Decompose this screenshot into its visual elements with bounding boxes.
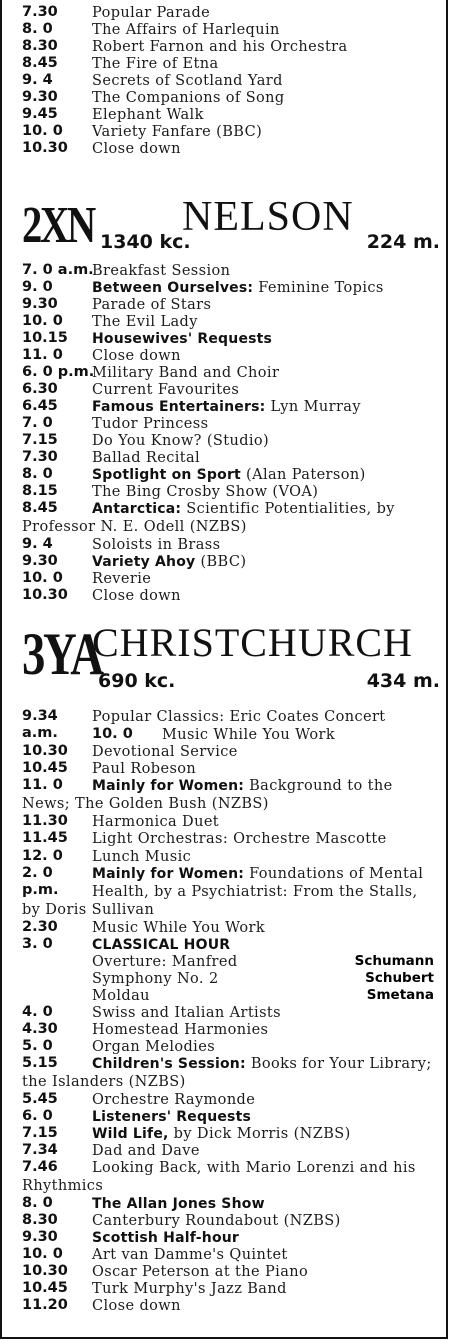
schedule-item (22, 106, 440, 123)
programme-title (92, 587, 181, 604)
programme-time: 7.30 (22, 449, 58, 465)
programme-title (92, 381, 239, 398)
programme-time: 10.45 (22, 760, 68, 776)
programme-text: Ballad Recital (92, 450, 201, 466)
schedule-item (22, 415, 440, 432)
programme-time: 8.45 (22, 500, 58, 516)
schedule-item (22, 1125, 440, 1142)
programme-title (92, 1091, 255, 1108)
schedule-item (22, 1142, 440, 1159)
schedule-item (22, 21, 440, 38)
schedule-item (22, 72, 440, 89)
station-wavelength-3ya: 434 m. (366, 670, 440, 692)
programme-title (92, 1125, 351, 1142)
station-header-3ya (22, 618, 440, 706)
programme-text: Reverie (92, 571, 152, 587)
schedule-item (22, 760, 440, 777)
programme-title (92, 1246, 288, 1263)
programme-text: Foundations of Mental Health, by a Psychiatrist: From the Stalls, by Doris Sullivan (22, 866, 424, 918)
programme-text: Elephant Walk (92, 107, 204, 123)
programme-text: Books for Your Library; the Islanders (NZBS) (22, 1056, 432, 1090)
programme-time: 12. 0 (22, 848, 63, 864)
programme-text: Popular Parade (92, 5, 211, 21)
programme-text: Turk Murphy's Jazz Band (92, 1281, 287, 1297)
programme-title (92, 296, 211, 313)
programme-time: 10.30 (22, 587, 68, 603)
programme-time: 8.45 (22, 55, 58, 71)
programme-bold-text: CLASSICAL HOUR (92, 937, 231, 953)
prev-station-schedule (22, 4, 440, 157)
schedule-item (22, 279, 440, 296)
schedule-item (22, 4, 440, 21)
programme-time: 7.15 (22, 1125, 58, 1141)
programme-bold-text: Children's Session: (92, 1056, 251, 1072)
programme-title (92, 364, 279, 381)
programme-bold-text: Scottish Half-hour (92, 1230, 240, 1246)
schedule-item (22, 398, 440, 415)
programme-text: Scientific Potentialities, by Professor N. E. Odell (NZBS) (22, 501, 395, 535)
programme-time: 2.30 (22, 919, 58, 935)
programme-text: The Evil Lady (92, 314, 198, 330)
programme-text: Dad and Dave (92, 1143, 200, 1159)
programme-bold-text: Housewives' Requests (92, 331, 273, 347)
programme-time: 10.30 (22, 140, 68, 156)
programme-time: 5.15 (22, 1055, 58, 1071)
programme-title (92, 449, 200, 466)
programme-title (92, 398, 361, 415)
schedule-item (22, 449, 440, 466)
schedule-item (22, 970, 440, 987)
programme-title (92, 262, 230, 279)
programme-title (92, 4, 210, 21)
programme-title (92, 848, 191, 865)
schedule-item (22, 140, 440, 157)
programme-text: Secrets of Scotland Yard (92, 73, 283, 89)
programme-text: Swiss and Italian Artists (92, 1005, 281, 1021)
schedule-item (22, 330, 440, 347)
programme-time: 8. 0 (22, 21, 53, 37)
programme-title (92, 466, 366, 483)
station-schedule-3ya (22, 708, 440, 1314)
schedule-item (22, 381, 440, 398)
programme-text: Background to the News; The Golden Bush (NZBS) (22, 778, 393, 812)
schedule-item (22, 500, 440, 536)
programme-title (92, 760, 196, 777)
programme-title (92, 1280, 287, 1297)
programme-text: Close down (92, 1298, 181, 1314)
programme-time: 8.30 (22, 1212, 58, 1228)
programme-text: Breakfast Session (92, 263, 231, 279)
programme-time: 5. 0 (22, 1038, 53, 1054)
programme-text: Overture: Manfred (92, 954, 238, 970)
programme-text: Harmonica Duet (92, 814, 220, 830)
schedule-item (22, 313, 440, 330)
schedule-item (22, 953, 440, 970)
programme-title (92, 72, 283, 89)
schedule-item (22, 987, 440, 1004)
schedule-item (22, 483, 440, 500)
programme-time: 7. 0 (22, 415, 53, 431)
programme-title (92, 89, 285, 106)
schedule-item (22, 38, 440, 55)
programme-text: Symphony No. 2 (92, 971, 219, 987)
programme-time: 10.30 (22, 743, 68, 759)
schedule-item (22, 1263, 440, 1280)
programme-title (92, 279, 384, 296)
programme-title (92, 553, 246, 570)
programme-title (92, 1212, 341, 1229)
programme-title (92, 1108, 251, 1125)
programme-text: The Companions of Song (92, 90, 285, 106)
schedule-item (22, 1297, 440, 1314)
programme-time: 10. 0 (22, 123, 63, 139)
programme-time: 11. 0 (22, 347, 63, 363)
programme-title (92, 415, 208, 432)
programme-text: Oscar Peterson at the Piano (92, 1264, 309, 1280)
schedule-item (22, 553, 440, 570)
schedule-item (22, 1091, 440, 1108)
programme-time: 10. 0 (22, 570, 63, 586)
schedule-item (22, 587, 440, 604)
programme-text: Close down (92, 588, 181, 604)
schedule-item (22, 1159, 440, 1195)
programme-bold-text: Between Ourselves: (92, 280, 259, 296)
programme-title (92, 38, 348, 55)
schedule-item (22, 919, 440, 936)
programme-text: Variety Fanfare (BBC) (92, 124, 263, 140)
schedule-item (22, 1038, 440, 1055)
programme-bold-text: The Allan Jones Show (92, 1196, 265, 1212)
programme-time: 7.15 (22, 432, 58, 448)
programme-time: 6. 0 p.m. (22, 364, 95, 380)
station-city-2xn: NELSON (182, 194, 354, 240)
programme-title (92, 1297, 181, 1314)
programme-time: 9.30 (22, 89, 58, 105)
programme-time: 9. 0 (22, 279, 53, 295)
programme-text: Lyn Murray (270, 399, 361, 415)
programme-text: Looking Back, with Mario Lorenzi and his Rhythmics (22, 1160, 416, 1194)
programme-text: (Alan Paterson) (246, 467, 366, 483)
schedule-item (22, 1212, 440, 1229)
schedule-item (92, 726, 440, 743)
programme-time: 9. 4 (22, 536, 53, 552)
programme-title (92, 313, 198, 330)
schedule-item (22, 1246, 440, 1263)
programme-time: 5.45 (22, 1091, 58, 1107)
programme-text: The Bing Crosby Show (VOA) (92, 484, 319, 500)
programme-title (92, 1004, 281, 1021)
programme-time: 7. 0 a.m. (22, 262, 94, 278)
programme-time: 9.30 (22, 296, 58, 312)
composer-name: Schumann (354, 953, 434, 969)
programme-title (92, 1195, 265, 1212)
programme-time: 10. 0 (92, 726, 133, 742)
programme-title (92, 123, 262, 140)
schedule-item (22, 55, 440, 72)
programme-time: 4. 0 (22, 1004, 53, 1020)
programme-bold-text: Spotlight on Sport (92, 467, 247, 483)
programme-time: 7.46 (22, 1159, 58, 1175)
programme-title (92, 106, 204, 123)
programme-time: 9.34 a.m. (22, 708, 58, 741)
programme-text: Music While You Work (162, 727, 336, 743)
programme-title (92, 953, 238, 970)
schedule-item (22, 570, 440, 587)
programme-text: Paul Robeson (92, 761, 197, 777)
programme-text: Military Band and Choir (92, 365, 280, 381)
schedule-item (22, 123, 440, 140)
programme-title (92, 936, 230, 953)
programme-time: 11.20 (22, 1297, 68, 1313)
programme-text: The Fire of Etna (92, 56, 219, 72)
programme-time: 2. 0 p.m. (22, 865, 59, 898)
programme-text: Robert Farnon and his Orchestra (92, 39, 348, 55)
station-frequency-3ya: 690 kc. (98, 670, 176, 692)
programme-bold-text: Famous Entertainers: (92, 399, 271, 415)
programme-bold-text: Listeners' Requests (92, 1109, 252, 1125)
programme-text: Music While You Work (92, 920, 266, 936)
programme-time: 10.15 (22, 330, 68, 346)
programme-bold-text: Antarctica: (92, 501, 187, 517)
programme-time: 8. 0 (22, 1195, 53, 1211)
programme-title (92, 55, 219, 72)
programme-title (92, 743, 238, 760)
programme-text: Moldau (92, 988, 150, 1004)
programme-time: 4.30 (22, 1021, 58, 1037)
programme-text: Tudor Princess (92, 416, 209, 432)
programme-title (92, 483, 318, 500)
programme-title (92, 330, 272, 347)
programme-text: Homestead Harmonies (92, 1022, 269, 1038)
programme-time: 11. 0 (22, 777, 63, 793)
programme-time: 11.45 (22, 830, 68, 846)
programme-title (92, 919, 265, 936)
programme-title (92, 570, 151, 587)
schedule-item (22, 865, 440, 919)
programme-title (92, 140, 181, 157)
programme-time: 8.30 (22, 38, 58, 54)
programme-text: Art van Damme's Quintet (92, 1247, 288, 1263)
programme-time: 8.15 (22, 483, 58, 499)
schedule-item (22, 936, 440, 953)
schedule-item (22, 813, 440, 830)
programme-text: Soloists in Brass (92, 537, 221, 553)
programme-bold-text: Wild Life, (92, 1126, 174, 1142)
programme-bold-text: Variety Ahoy (92, 554, 201, 570)
schedule-item (22, 347, 440, 364)
programme-time: 10. 0 (22, 313, 63, 329)
composer-name: Smetana (366, 987, 434, 1003)
programme-time: 10. 0 (22, 1246, 63, 1262)
schedule-item (22, 89, 440, 106)
programme-time: 6.30 (22, 381, 58, 397)
callsign-3ya: 3YA (22, 621, 102, 687)
programme-time: 10.30 (22, 1263, 68, 1279)
schedule-item (22, 1021, 440, 1038)
station-city-3ya: CHRISTCHURCH (92, 620, 413, 665)
programme-title (92, 347, 181, 364)
programme-time: 7.34 (22, 1142, 58, 1158)
programme-text: Current Favourites (92, 382, 240, 398)
schedule-item (22, 1280, 440, 1297)
programme-text: (BBC) (200, 554, 247, 570)
schedule-item (22, 1229, 440, 1246)
callsign-2xn: 2XN (22, 197, 94, 254)
programme-text: Canterbury Roundabout (NZBS) (92, 1213, 341, 1229)
programme-title (92, 1142, 200, 1159)
programme-title (92, 987, 150, 1004)
programme-time: 10.45 (22, 1280, 68, 1296)
programme-time: 8. 0 (22, 466, 53, 482)
programme-title (92, 1229, 239, 1246)
schedule-item (22, 777, 440, 813)
programme-text: Parade of Stars (92, 297, 212, 313)
programme-title (92, 1038, 215, 1055)
programme-text: Popular Classics: Eric Coates Concert (92, 709, 386, 725)
programme-title (92, 970, 219, 987)
schedule-item (22, 743, 440, 760)
schedule-item (22, 466, 440, 483)
programme-text: Feminine Topics (258, 280, 384, 296)
station-wavelength-2xn: 224 m. (366, 231, 440, 253)
programme-title (92, 1021, 268, 1038)
schedule-item (22, 848, 440, 865)
programme-title (92, 21, 280, 38)
programme-text: Close down (92, 348, 181, 364)
programme-time: 3. 0 (22, 936, 53, 952)
programme-title (92, 432, 269, 449)
station-schedule-2xn (22, 262, 440, 604)
programme-title (92, 536, 221, 553)
programme-title (92, 813, 219, 830)
programme-time: 9.30 (22, 553, 58, 569)
schedule-item (22, 1195, 440, 1212)
programme-title (92, 1263, 308, 1280)
schedule-item (22, 296, 440, 313)
programme-bold-text: Mainly for Women: (92, 866, 250, 882)
programme-time: 9.30 (22, 1229, 58, 1245)
schedule-item (22, 1108, 440, 1125)
programme-title (162, 726, 335, 743)
programme-text: by Dick Morris (NZBS) (173, 1126, 351, 1142)
programme-text: Lunch Music (92, 849, 192, 865)
programme-text: The Affairs of Harlequin (92, 22, 280, 38)
programme-time: 9.45 (22, 106, 58, 122)
schedule-item (22, 830, 440, 848)
programme-time: 9. 4 (22, 72, 53, 88)
programme-time: 6.45 (22, 398, 58, 414)
programme-text: Do You Know? (Studio) (92, 433, 270, 449)
programme-text: Devotional Service (92, 744, 238, 760)
programme-text: Light Orchestras: Orchestre Mascotte (92, 831, 387, 847)
schedule-item (22, 364, 440, 381)
programme-bold-text: Mainly for Women: (92, 778, 250, 794)
schedule-item (22, 1004, 440, 1021)
schedule-item (22, 1055, 440, 1091)
composer-name: Schubert (365, 970, 434, 986)
station-header-2xn (22, 196, 440, 256)
programme-time: 11.30 (22, 813, 68, 829)
schedule-item (22, 262, 440, 279)
schedule-item (22, 432, 440, 449)
programme-time: 7.30 (22, 4, 58, 20)
schedule-item (22, 536, 440, 553)
station-frequency-2xn: 1340 kc. (100, 231, 191, 253)
programme-time: 6. 0 (22, 1108, 53, 1124)
programme-text: Close down (92, 141, 181, 157)
programme-text: Orchestre Raymonde (92, 1092, 256, 1108)
programme-text: Organ Melodies (92, 1039, 216, 1055)
